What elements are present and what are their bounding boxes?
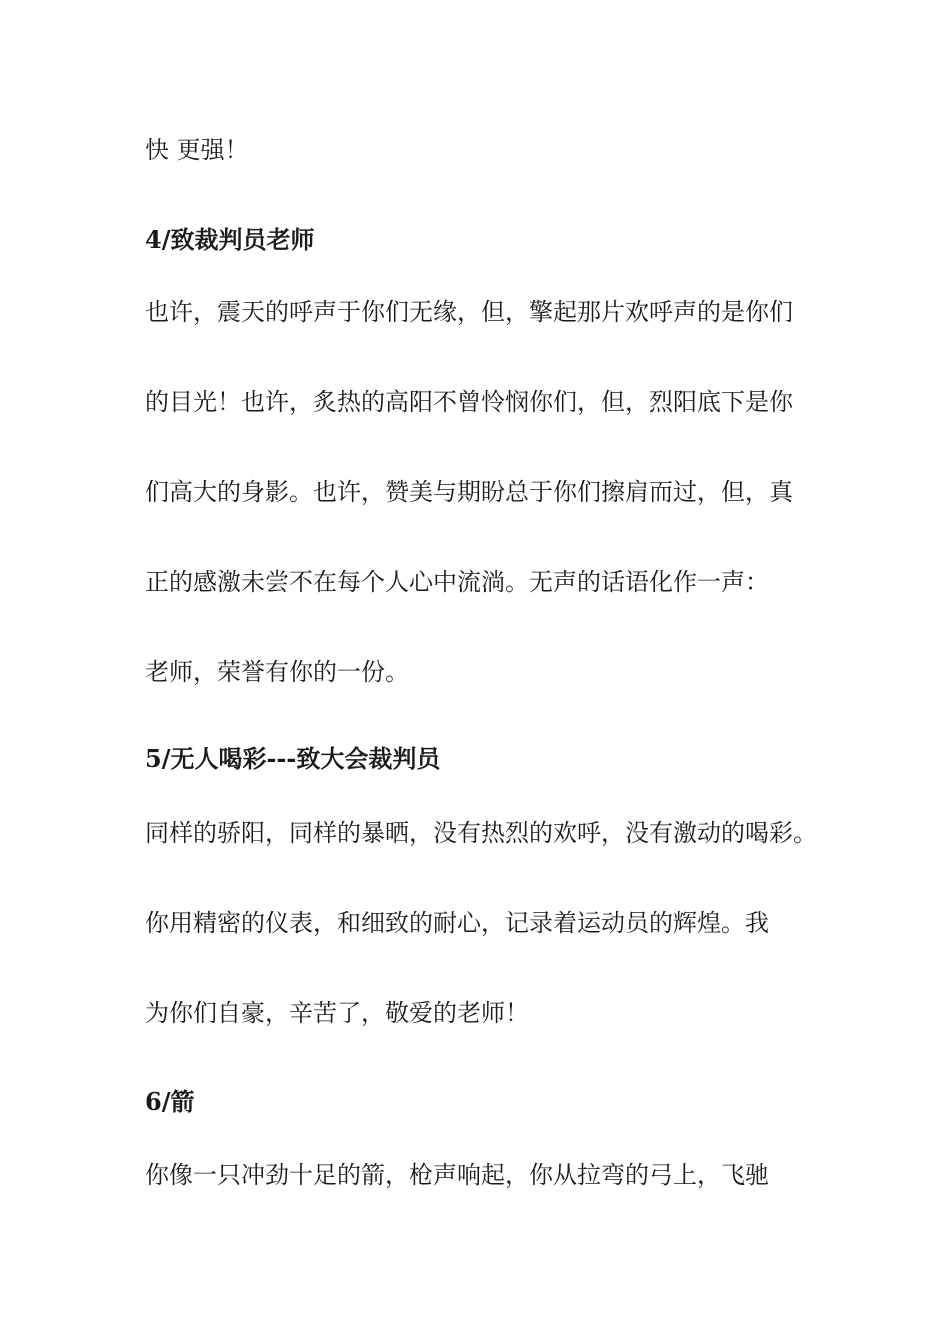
paragraph-line: 老师，荣誉有你的一份。 bbox=[145, 658, 409, 686]
section-heading-4: 4/致裁判员老师 bbox=[145, 225, 315, 254]
paragraph-line: 同样的骄阳，同样的暴晒，没有热烈的欢呼，没有激动的喝彩。 bbox=[145, 819, 817, 847]
paragraph-line: 也许，震天的呼声于你们无缘，但，擎起那片欢呼声的是你们 bbox=[145, 298, 793, 326]
paragraph-line: 快 更强！ bbox=[145, 136, 249, 164]
paragraph-line: 们高大的身影。也许，赞美与期盼总于你们擦肩而过，但，真 bbox=[145, 478, 793, 506]
paragraph-line: 正的感激未尝不在每个人心中流淌。无声的话语化作一声： bbox=[145, 568, 769, 596]
paragraph-line: 为你们自豪，辛苦了，敬爱的老师！ bbox=[145, 999, 529, 1027]
section-heading-6: 6/箭 bbox=[145, 1087, 195, 1116]
section-heading-5: 5/无人喝彩---致大会裁判员 bbox=[145, 744, 441, 773]
paragraph-line: 你像一只冲劲十足的箭，枪声响起，你从拉弯的弓上，飞驰 bbox=[145, 1161, 769, 1189]
paragraph-line: 的目光！也许，炙热的高阳不曾怜悯你们，但，烈阳底下是你 bbox=[145, 388, 793, 416]
paragraph-line: 你用精密的仪表，和细致的耐心，记录着运动员的辉煌。我 bbox=[145, 909, 769, 937]
